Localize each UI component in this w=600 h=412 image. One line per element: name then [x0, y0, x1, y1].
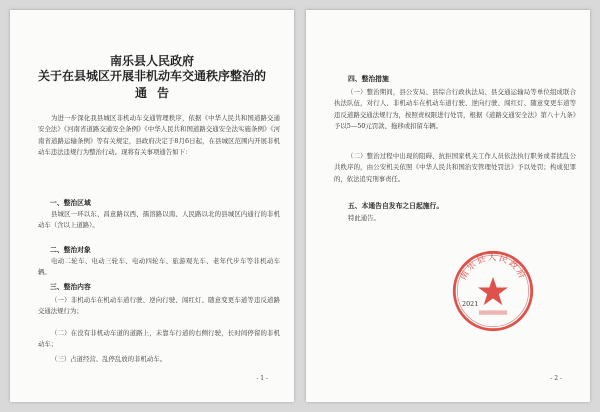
notice-title: 关于在县城区开展非机动车交通秩序整治的: [37, 69, 266, 83]
intro-paragraph: 为进一步深化我县城区非机动车交通管理秩序，依据《中华人民共和国道路交通安全法》《河南省道路交通安全条例》《中华人民共和国道路交通安全法实施条例》《河南省道路运输条例》等有关规定，县政府决定于8月6日起，在县城区范围内开展非机动车违法违规行为整治行动。现将有关事项通告如下：: [38, 114, 280, 157]
page-number: - 1 -: [256, 375, 268, 382]
document-page-1: [10, 10, 294, 402]
section-heading-measures: 四、整治措施: [348, 75, 389, 83]
section-heading-targets: 二、整治对象: [50, 246, 91, 254]
document-page-2: [306, 10, 590, 402]
section-body-targets: 电动二轮车、电动三轮车、电动四轮车、旅游观光车、老年代步车等非机动车辆。: [38, 257, 280, 277]
issue-date: 2021: [462, 300, 479, 308]
section-heading-content: 三、整治内容: [50, 283, 91, 291]
measures-item-1: （一）整治期间，县公安局、县综合行政执法局、县交通运输局等单位组成联合执法队伍，对行人、非机动车在机动车道行驶、逆向行驶、闯红灯、随意变更车道等违反道路交通法规行为，按照责权限进行处罚，根据《道路交通安全法》第八十九条》予以5—50元罚款、拖移或扣留车辆。: [334, 88, 576, 131]
page-number: - 2 -: [550, 375, 562, 382]
section-heading-area: 一、整治区域: [50, 199, 91, 207]
seal-star-icon: [478, 277, 508, 305]
section-heading-effective: 五、本通告自发布之日起施行。: [348, 202, 444, 210]
content-item-3: （三）占道经营、乱停乱放的非机动车。: [51, 355, 167, 363]
official-seal-stamp: [449, 247, 537, 335]
closing-statement: 特此通告。: [348, 214, 380, 222]
issuer-title: 南乐县人民政府: [109, 54, 194, 68]
measures-item-2: （二）整治过程中出现的阻碍、抗拒国家机关工作人员依法执行职务或者扰乱公共秩序的，由公安机关依照《中华人民共和国治安管理处罚法》予以处罚；构成犯罪的，依法追究刑事责任。: [334, 152, 576, 183]
notice-label: 通告: [134, 86, 179, 100]
content-item-1: （一）非机动车在机动车道行驶、逆向行驶、闯红灯、随意变更车道等违反道路交通法规行为；: [38, 296, 280, 316]
svg-text:南乐县人民政府: 南乐县人民政府: [458, 253, 528, 282]
content-item-2: （二）在没有非机动车道的道路上，未靠车行道的右侧行驶，长时间停留的非机动车；: [38, 329, 280, 349]
section-body-area: 县城区一环以东、昌意路以西、孺溶路以南、人民路以北的县城区内通行的非机动车（含以上道路）。: [38, 210, 280, 230]
